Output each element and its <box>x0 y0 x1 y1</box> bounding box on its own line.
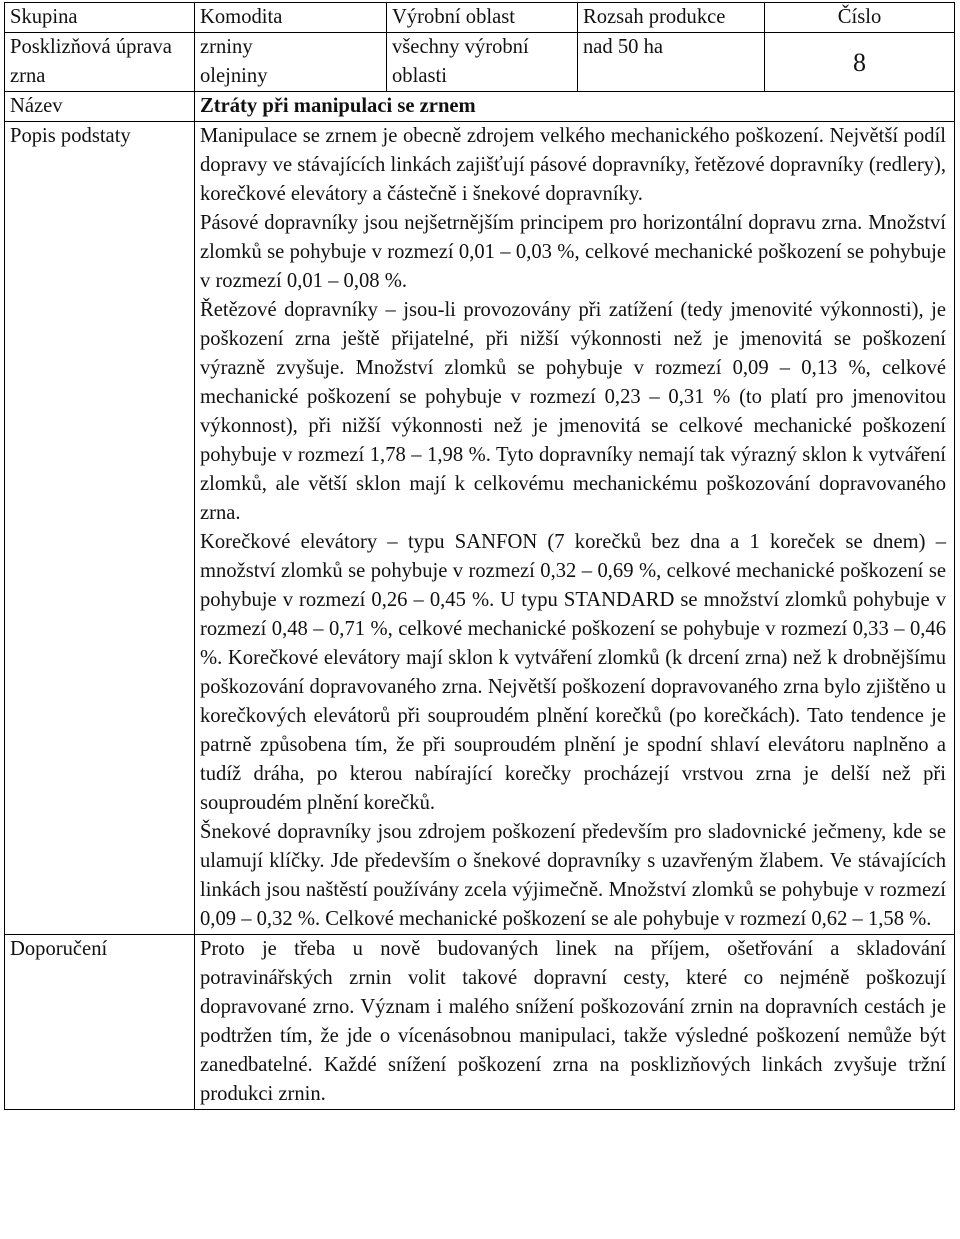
commodity-line-1: zrniny <box>200 36 253 58</box>
description-paragraph: Korečkové elevátory – typu SANFON (7 korečků bez dna a 1 koreček se dnem) – množství zlomků se pohybuje v rozmezí 0,32 – 0,69 %, celkové mechanické poškození se pohybuje v rozmezí 0,26 – 0,45 %. U typu STANDARD se množství zlomků pohybuje v rozmezí 0,48 – 0,71 %, celkové mechanické poškození se pohybuje v rozmezí 0,33 – 0,46 %. Korečkové elevátory mají sklon k vytváření zlomků (k drcení zrna) než k drobnějšímu poškozování dopravovaného zrna. Největší poškození dopravovaného zrna bylo zjištěno u korečkových elevátorů při souproudém plnění korečků (po korečkách). Tato tendence je patrně způsobena tím, že při souproudém plnění je spodní shlaví elevátoru naplněno a tudíž dráha, po kterou nabírající korečky procházejí vrstvou zrna je delší než při souproudém plnění korečků. <box>200 531 946 814</box>
technology-card-table <box>4 2 955 1110</box>
header-commodity: Komodita <box>195 3 387 33</box>
meta-row <box>5 33 955 92</box>
card-number: 8 <box>765 33 955 92</box>
area-line-1: všechny výrobní <box>392 36 529 58</box>
range-value: nad 50 ha <box>578 33 765 92</box>
description-row <box>5 122 955 935</box>
header-range: Rozsah produkce <box>578 3 765 33</box>
description-paragraph: Manipulace se zrnem je obecně zdrojem velkého mechanického poškození. Největší podíl dopravy ve stávajících linkách zajišťují pásové dopravníky, řetězové dopravníky (redlery), korečkové elevátory a částečně i šnekové dopravníky. <box>200 125 946 205</box>
name-label: Název <box>5 92 195 122</box>
header-number: Číslo <box>765 3 955 33</box>
document-page <box>4 2 954 1234</box>
description-label: Popis podstaty <box>5 122 195 935</box>
description-paragraph: Pásové dopravníky jsou nejšetrnějším principem pro horizontální dopravu zrna. Množství zlomků se pohybuje v rozmezí 0,01 – 0,03 %, celkové mechanické poškození se pohybuje v rozmezí 0,01 – 0,08 %. <box>200 212 946 292</box>
recommendation-paragraph: Proto je třeba u nově budovaných linek na příjem, ošetřování a skladování potravinářských zrnin volit takové dopravní cesty, které co nejméně poškozují dopravované zrno. Význam i malého snížení poškozování zrnin na dopravních cestách je podtržen tím, že jde o vícenásobnou manipulaci, takže výsledné poškození nemůže být zanedbatelné. Každé snížení poškození zrna na posklizňových linkách zvyšuje tržní produkci zrnin. <box>200 938 946 1105</box>
description-paragraph: Řetězové dopravníky – jsou-li provozovány při zatížení (tedy jmenovité výkonnosti), je poškození zrna ještě přijatelné, při nižší výkonnosti než je jmenovitá se poškození výrazně zvyšuje. Množství zlomků se pohybuje v rozmezí 0,09 – 0,13 %, celkové mechanické poškození se pohybuje v rozmezí 0,23 – 0,31 % (to platí pro jmenovitou výkonnost), při nižší výkonnosti než je jmenovitá se celkové mechanické poškození pohybuje v rozmezí 1,78 – 1,98 %. Tyto dopravníky nemají tak výrazný sklon k vytváření zlomků, ale větší sklon mají k celkovému mechanickému poškozování dopravovaného zrna. <box>200 299 946 524</box>
card-title: Ztráty při manipulaci se zrnem <box>195 92 955 122</box>
commodity-value <box>195 33 387 92</box>
description-text <box>195 122 955 935</box>
header-group: Skupina <box>5 3 195 33</box>
header-area: Výrobní oblast <box>387 3 578 33</box>
header-row <box>5 3 955 33</box>
description-paragraph: Šnekové dopravníky jsou zdrojem poškození především pro sladovnické ječmeny, kde se ulamují klíčky. Jde především o šnekové dopravníky s uzavřeným žlabem. Ve stávajících linkách jsou naštěstí používány zcela výjimečně. Množství zlomků se pohybuje v rozmezí 0,09 – 0,32 %. Celkové mechanické poškození se ale pohybuje v rozmezí 0,62 – 1,58 %. <box>200 821 946 930</box>
group-value: Posklizňová úprava zrna <box>5 33 195 92</box>
commodity-line-2: olejniny <box>200 65 268 87</box>
area-line-2: oblasti <box>392 65 447 87</box>
name-row <box>5 92 955 122</box>
recommendation-row <box>5 935 955 1110</box>
area-value <box>387 33 578 92</box>
recommendation-text <box>195 935 955 1110</box>
recommendation-label: Doporučení <box>5 935 195 1110</box>
